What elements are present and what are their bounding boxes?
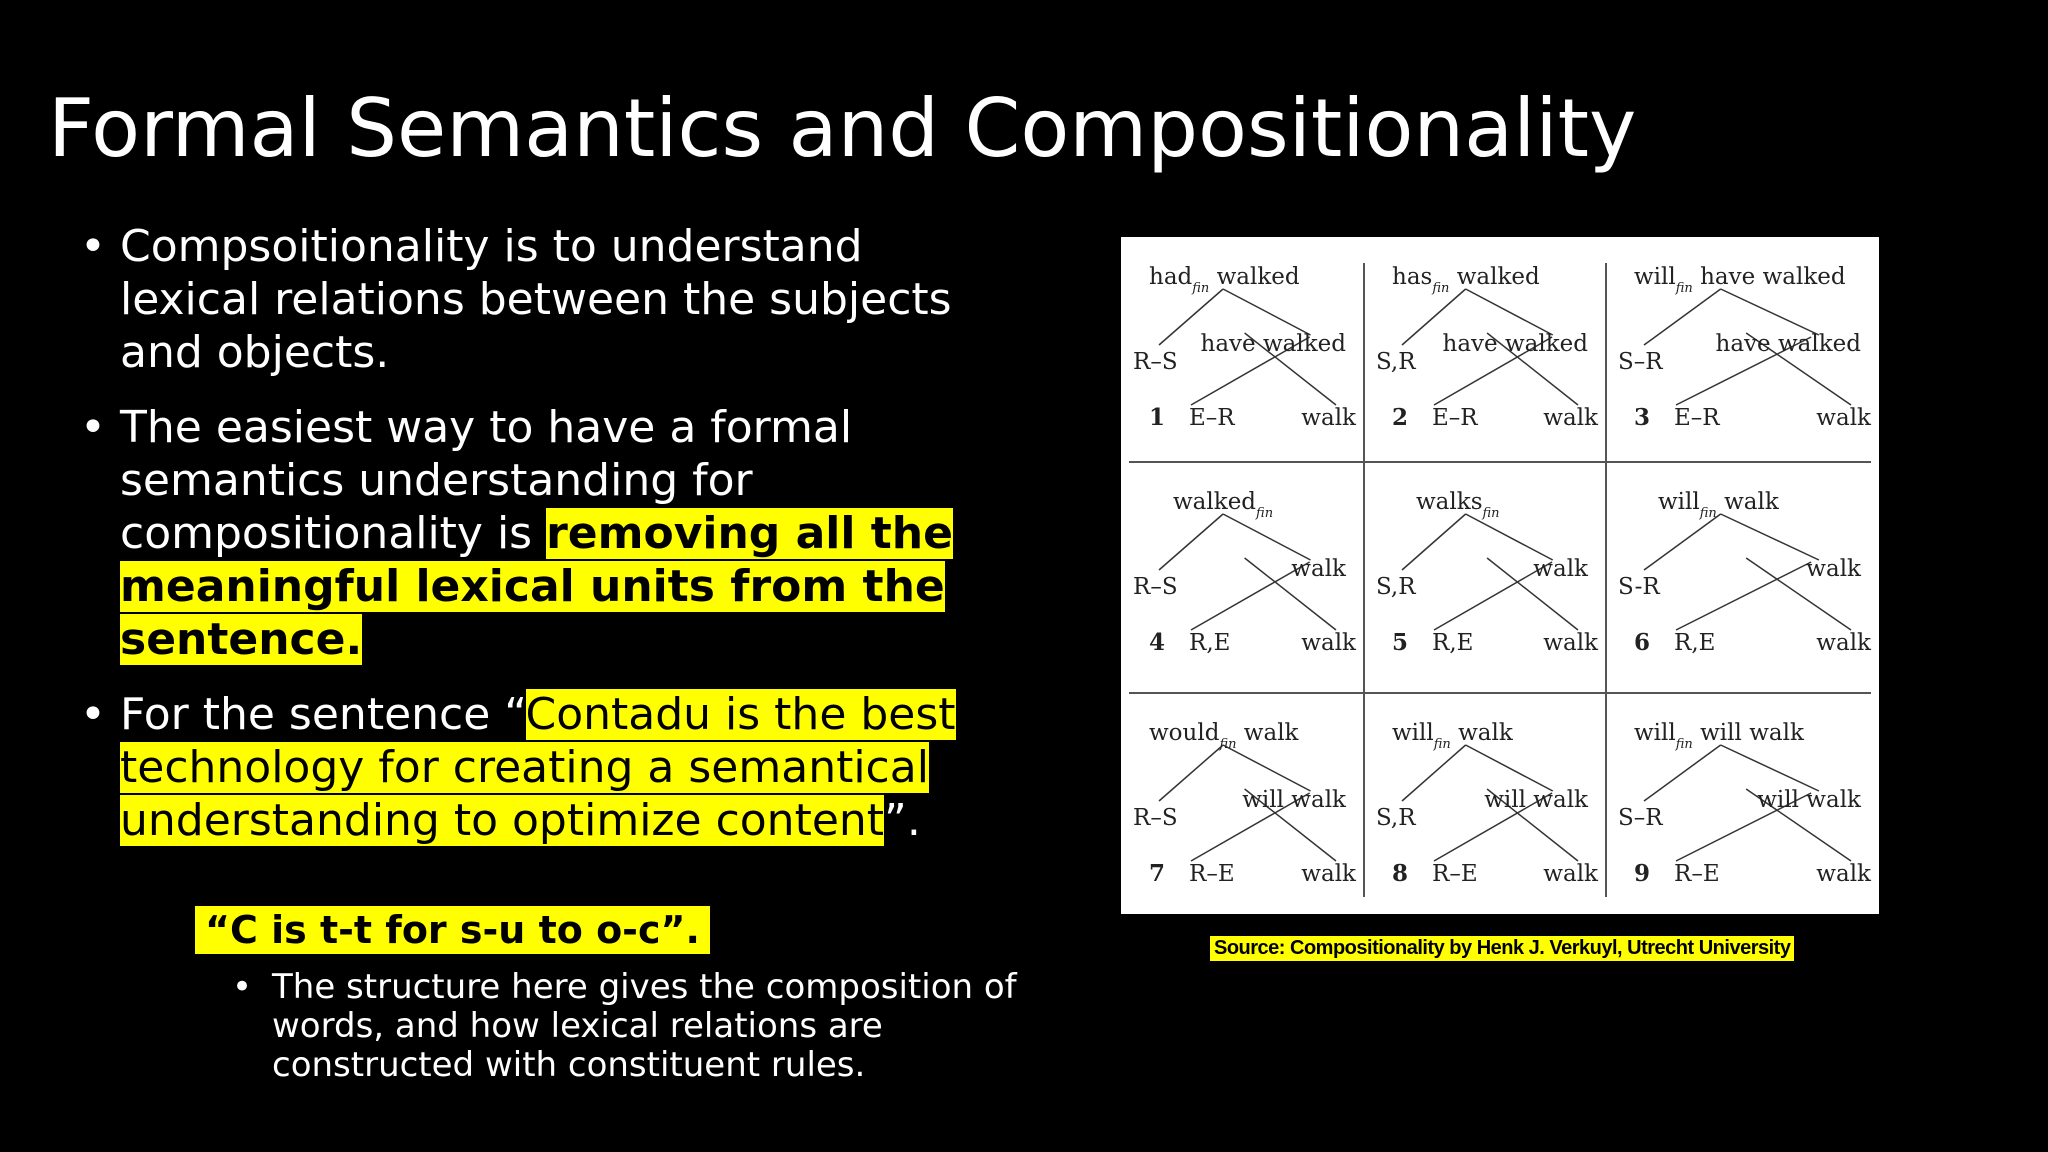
tree-bottom-relation: R,E bbox=[1189, 630, 1231, 656]
tree-branch bbox=[1223, 289, 1310, 335]
tree-time-relation: R–S bbox=[1133, 574, 1178, 600]
tree-top-label: has$_{fin}$ walked bbox=[1392, 264, 1540, 296]
tree-branch bbox=[1644, 514, 1721, 570]
tree-mid-label: will walk bbox=[1484, 787, 1588, 813]
tree-number: 9 bbox=[1634, 860, 1651, 887]
bullet-text: For the sentence “ bbox=[120, 689, 526, 740]
tree-branch bbox=[1466, 289, 1553, 335]
tree-top-label: walked$_{fin}$ bbox=[1173, 489, 1274, 521]
tree-time-relation: S,R bbox=[1376, 574, 1416, 600]
tree-bottom-relation: E–R bbox=[1674, 405, 1720, 431]
tree-mid-label: will walk bbox=[1242, 787, 1346, 813]
tree-branch bbox=[1466, 745, 1553, 791]
tree-bottom-verb: walk bbox=[1543, 861, 1598, 887]
abbreviated-quote: “C is t-t for s-u to o-c”. bbox=[195, 906, 710, 954]
tree-branch bbox=[1721, 289, 1819, 335]
tree-branch bbox=[1402, 514, 1466, 570]
sub-bullet-item bbox=[232, 968, 1032, 1085]
figure-caption: Source: Compositionality by Henk J. Verkuyl, Utrecht University bbox=[1210, 936, 1794, 961]
tree-top-label: would$_{fin}$ walk bbox=[1149, 720, 1299, 752]
tree-number: 3 bbox=[1634, 404, 1651, 431]
tree-number: 7 bbox=[1149, 860, 1166, 887]
tree-number: 8 bbox=[1392, 860, 1409, 887]
tense-tree-diagram bbox=[1121, 237, 1879, 914]
tree-mid-label: walk bbox=[1806, 556, 1861, 582]
tree-branch bbox=[1721, 514, 1819, 560]
tree-top-label: walks$_{fin}$ bbox=[1416, 489, 1500, 521]
tree-number: 1 bbox=[1149, 404, 1166, 431]
tree-mid-label: have walked bbox=[1200, 331, 1346, 357]
tree-mid-label: have walked bbox=[1715, 331, 1861, 357]
highlighted-text: removing all the meaningful lexical units from the sentence. bbox=[120, 508, 953, 665]
slide-title: Formal Semantics and Compositionality bbox=[48, 82, 1637, 175]
tree-mid-label: walk bbox=[1291, 556, 1346, 582]
bullet-item-3 bbox=[80, 688, 1000, 847]
tree-mid-label: will walk bbox=[1757, 787, 1861, 813]
highlighted-text: Contadu is the best technology for creating a semantical understanding to optimize content bbox=[120, 689, 956, 846]
bullet-item-2 bbox=[80, 401, 1000, 666]
bullet-dot-icon: • bbox=[80, 221, 106, 272]
tree-time-relation: S–R bbox=[1618, 805, 1663, 831]
bullet-item-1 bbox=[80, 220, 1000, 379]
tree-time-relation: R–S bbox=[1133, 805, 1178, 831]
bullet-text: The easiest way to have a formal semantics understanding for compositionality is bbox=[120, 402, 853, 559]
tree-number: 5 bbox=[1392, 629, 1409, 656]
tree-branch bbox=[1402, 745, 1466, 801]
sub-bullet-text: The structure here gives the composition of words, and how lexical relations are constructed with constituent rules. bbox=[272, 967, 1017, 1085]
tree-number: 4 bbox=[1149, 629, 1166, 656]
tree-bottom-relation: R–E bbox=[1674, 861, 1720, 887]
tree-bottom-relation: E–R bbox=[1432, 405, 1478, 431]
tree-bottom-relation: R,E bbox=[1432, 630, 1474, 656]
tree-top-label: will$_{fin}$ walk bbox=[1658, 489, 1779, 521]
tree-bottom-relation: R–E bbox=[1432, 861, 1478, 887]
tree-time-relation: R–S bbox=[1133, 349, 1178, 375]
tree-branch bbox=[1644, 289, 1721, 345]
tree-branch bbox=[1644, 745, 1721, 801]
bullet-list bbox=[80, 220, 1000, 869]
tree-bottom-verb: walk bbox=[1543, 405, 1598, 431]
tree-bottom-relation: R–E bbox=[1189, 861, 1235, 887]
tree-bottom-verb: walk bbox=[1543, 630, 1598, 656]
bullet-dot-icon: • bbox=[80, 689, 106, 740]
tree-bottom-relation: E–R bbox=[1189, 405, 1235, 431]
tree-branch bbox=[1159, 514, 1223, 570]
tree-time-relation: S,R bbox=[1376, 349, 1416, 375]
tree-bottom-verb: walk bbox=[1301, 861, 1356, 887]
bullet-text: Compsoitionality is to understand lexical relations between the subjects and objects. bbox=[120, 221, 952, 378]
tree-bottom-verb: walk bbox=[1816, 861, 1871, 887]
tree-number: 6 bbox=[1634, 629, 1651, 656]
tree-bottom-verb: walk bbox=[1301, 405, 1356, 431]
tree-top-label: had$_{fin}$ walked bbox=[1149, 264, 1300, 296]
tree-number: 2 bbox=[1392, 404, 1409, 431]
tense-tree-figure bbox=[1121, 237, 1879, 914]
bullet-text-end: ”. bbox=[884, 795, 921, 846]
tree-branch bbox=[1676, 562, 1811, 630]
tree-time-relation: S–R bbox=[1618, 349, 1663, 375]
tree-bottom-verb: walk bbox=[1816, 630, 1871, 656]
tree-mid-label: have walked bbox=[1442, 331, 1588, 357]
bullet-dot-icon: • bbox=[232, 967, 253, 1007]
tree-top-label: will$_{fin}$ will walk bbox=[1634, 720, 1804, 752]
tree-bottom-verb: walk bbox=[1816, 405, 1871, 431]
tree-top-label: will$_{fin}$ have walked bbox=[1634, 264, 1846, 296]
tree-top-label: will$_{fin}$ walk bbox=[1392, 720, 1513, 752]
bullet-dot-icon: • bbox=[80, 402, 106, 453]
tree-branch bbox=[1466, 514, 1553, 560]
tree-time-relation: S-R bbox=[1618, 574, 1660, 600]
tree-bottom-relation: R,E bbox=[1674, 630, 1716, 656]
tree-branch bbox=[1721, 745, 1819, 791]
tree-time-relation: S,R bbox=[1376, 805, 1416, 831]
tree-bottom-verb: walk bbox=[1301, 630, 1356, 656]
tree-mid-label: walk bbox=[1533, 556, 1588, 582]
tree-branch bbox=[1159, 745, 1223, 801]
